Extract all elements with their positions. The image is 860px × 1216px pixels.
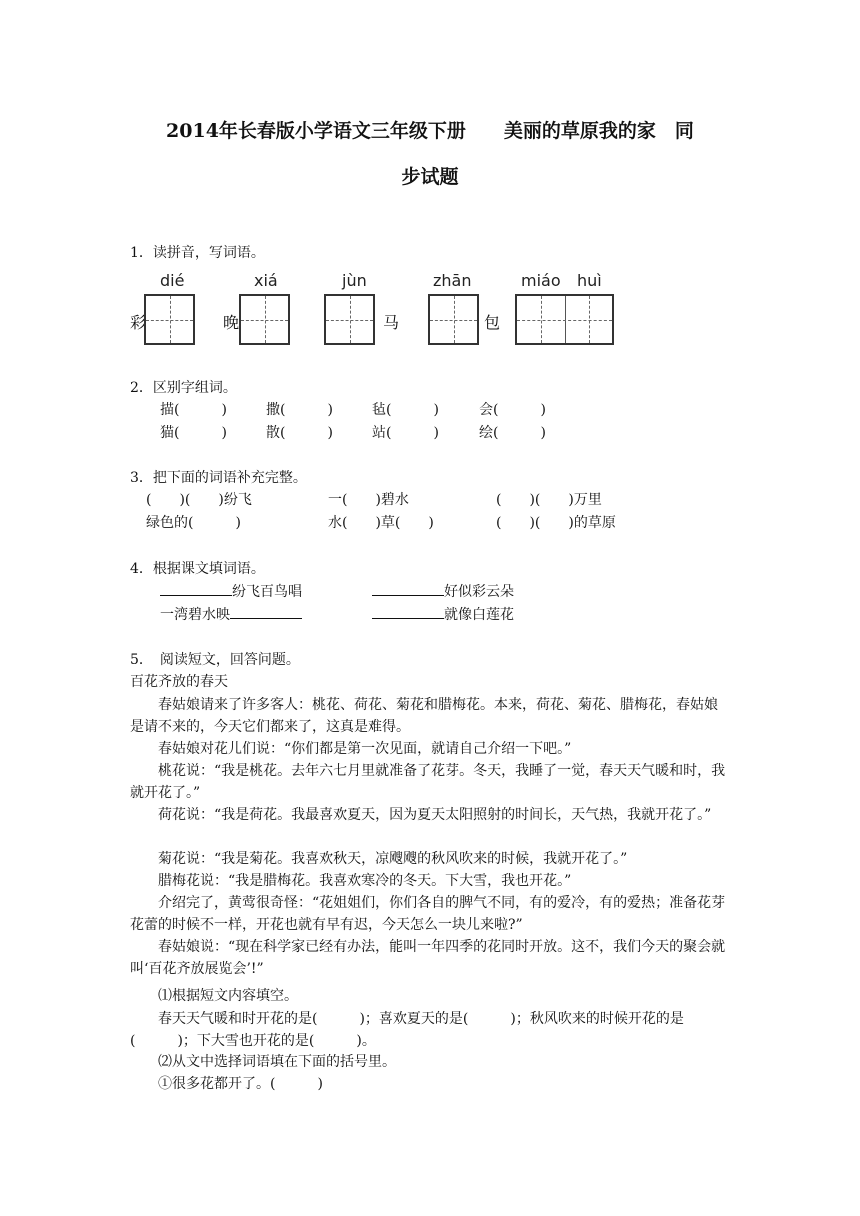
story-title: 百花齐放的春天 (130, 674, 228, 690)
story-paragraph: 腊梅花说：“我是腊梅花。我喜欢寒冷的冬天。下大雪，我也开花。” (158, 873, 572, 889)
q2-item: 站( ) (372, 425, 439, 441)
pinyin-4: zhān (433, 271, 472, 290)
char-bao: 包 (484, 313, 501, 332)
sub-question-2: ⑵从文中选择词语填在下面的括号里。 (158, 1054, 396, 1070)
story-paragraph: 春姑娘请来了许多客人：桃花、荷花、菊花和腊梅花。本来，荷花、菊花、腊梅花，春姑娘是请不来的，今天它们都来了，这真是难得。 (130, 697, 718, 735)
q2-item: 描( ) (160, 402, 227, 418)
sub-question-2-item: ①很多花都开了。( ) (158, 1076, 323, 1092)
writing-box-5[interactable] (515, 294, 614, 345)
question-3-heading: 3．把下面的词语补充完整。 (130, 470, 307, 486)
answer-blank[interactable] (372, 604, 444, 619)
pinyin-1: dié (160, 271, 185, 290)
story-paragraph: 荷花说：“我是荷花。我最喜欢夏天，因为夏天太阳照射的时间长，天气热，我就开花了。” (158, 807, 712, 823)
pinyin-6: huì (577, 271, 602, 290)
q2-item: 散( ) (266, 425, 333, 441)
q2-item: 毡( ) (372, 402, 439, 418)
char-cai: 彩 (130, 313, 147, 332)
story-paragraph: 桃花说：“我是桃花。去年六七月里就准备了花芽。冬天，我睡了一觉，春天天气暖和时，我就开花了。” (130, 763, 726, 801)
writing-box-3[interactable] (324, 294, 375, 345)
pinyin-2: xiá (254, 271, 278, 290)
q3-item: 水( )草( ) (328, 515, 434, 531)
q4-item: 就像白莲花 (372, 604, 514, 625)
q4-item: 纷飞百鸟唱 (160, 581, 302, 602)
story-paragraph: 春姑娘对花儿们说：“你们都是第一次见面，就请自己介绍一下吧。” (158, 741, 572, 757)
question-5-heading: 5． 阅读短文，回答问题。 (130, 652, 300, 668)
page-title: 2014年长春版小学语文三年级下册 美丽的草原我的家 同 (166, 120, 694, 142)
q3-item: 绿色的( ) (146, 515, 241, 531)
answer-blank[interactable] (160, 581, 232, 596)
q2-item: 绘( ) (479, 425, 546, 441)
writing-box-1[interactable] (144, 294, 195, 345)
q4-item: 一湾碧水映 (160, 604, 302, 625)
writing-box-4[interactable] (428, 294, 479, 345)
writing-box-2[interactable] (239, 294, 290, 345)
question-1-heading: 1．读拼音，写词语。 (130, 245, 265, 261)
pinyin-5: miáo (521, 271, 561, 290)
q2-item: 会( ) (479, 402, 546, 418)
sub-question-1-text: 春天天气暖和时开花的是( )；喜欢夏天的是( )；秋风吹来的时候开花的是( )；下大雪也开花的是( )。 (130, 1011, 684, 1049)
q4-item: 好似彩云朵 (372, 581, 514, 602)
sub-question-1: ⑴根据短文内容填空。 (158, 988, 298, 1004)
answer-blank[interactable] (230, 604, 302, 619)
story-paragraph: 春姑娘说：“现在科学家已经有办法，能叫一年四季的花同时开放。这不，我们今天的聚会就叫‘百花齐放展览会’!” (130, 939, 726, 977)
char-wan: 晚 (223, 313, 240, 332)
story-paragraph: 菊花说：“我是菊花。我喜欢秋天，凉飕飕的秋风吹来的时候，我就开花了。” (158, 851, 628, 867)
q3-item: ( )( )纷飞 (146, 492, 252, 508)
pinyin-3: jùn (342, 271, 367, 290)
char-ma: 马 (383, 313, 400, 332)
question-2-heading: 2．区别字组词。 (130, 380, 237, 396)
question-4-heading: 4．根据课文填词语。 (130, 561, 265, 577)
story-paragraph: 介绍完了，黄莺很奇怪：“花姐姐们，你们各自的脾气不同，有的爱冷，有的爱热；准备花芽花蕾的时候不一样，开花也就有早有迟，今天怎么一块儿来啦?” (130, 895, 726, 933)
q3-item: 一( )碧水 (328, 492, 409, 508)
q2-item: 猫( ) (160, 425, 227, 441)
q2-item: 撒( ) (266, 402, 333, 418)
page-title-line2: 步试题 (401, 166, 459, 188)
answer-blank[interactable] (372, 581, 444, 596)
q3-item: ( )( )的草原 (496, 515, 616, 531)
q3-item: ( )( )万里 (496, 492, 602, 508)
